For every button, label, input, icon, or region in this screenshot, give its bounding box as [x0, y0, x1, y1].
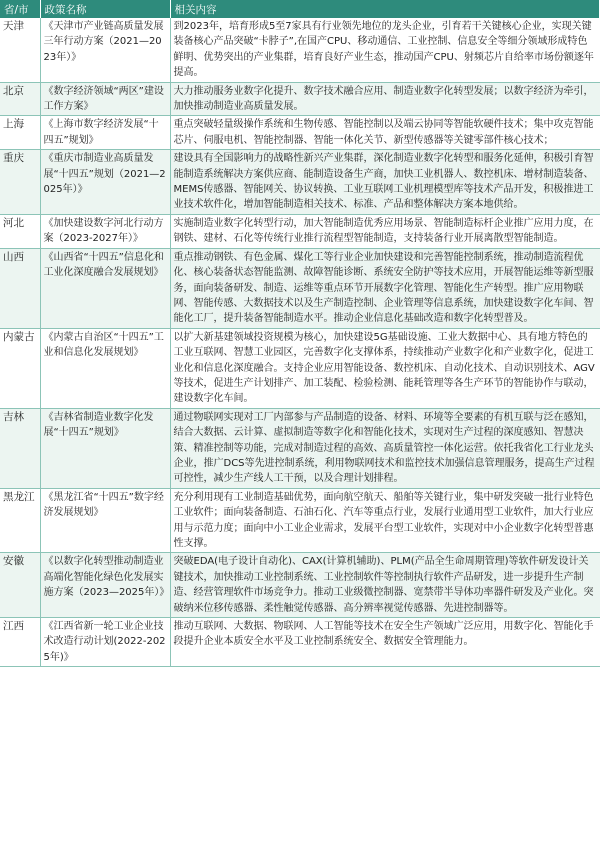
policy-cell: 《山西省“十四五”信息化和工业化深度融合发展规划》 [40, 248, 170, 328]
content-cell: 推动互联网、大数据、物联网、人工智能等技术在安全生产领域广泛应用，用数字化、智能化手段提升企业本质安全水平及工业控制系统安全、数据安全管理能力。 [170, 618, 600, 667]
province-cell: 江西 [0, 618, 40, 667]
policy-cell: 《天津市产业链高质量发展三年行动方案（2021—2023年）》 [40, 18, 170, 82]
policy-cell: 《吉林省制造业数字化发展“十四五”规划》 [40, 408, 170, 488]
province-cell: 黑龙江 [0, 488, 40, 553]
policy-cell: 《以数字化转型推动制造业高端化智能化绿色化发展实施方案（2023—2025年）》 [40, 553, 170, 618]
policy-cell: 《重庆市制造业高质量发展“十四五”规划（2021—2025年）》 [40, 150, 170, 215]
content-cell: 突破EDA(电子设计自动化)、CAX(计算机辅助)、PLM(产品全生命周期管理)等软件研发设计关键技术，加快推动工业控制系统、工业控制软件等控制执行软件产品研发，进一步提升生产制造、经营管理软件市场竞争力。推动工业级微控制器、宽禁带半导体功率器件研发及产业化。突破纳米位移传感器、柔性触觉传感器、高分辨率视觉传感器、先进控制器等。 [170, 553, 600, 618]
table-row [0, 248, 600, 328]
province-cell: 内蒙古 [0, 328, 40, 408]
province-cell: 山西 [0, 248, 40, 328]
province-cell: 天津 [0, 18, 40, 82]
province-cell: 北京 [0, 82, 40, 116]
table-row [0, 18, 600, 82]
table-row [0, 116, 600, 150]
policy-cell: 《黑龙江省“十四五”数字经济发展规划》 [40, 488, 170, 553]
table-row [0, 488, 600, 553]
table-header-row [0, 0, 600, 18]
table-row [0, 82, 600, 116]
table-row [0, 553, 600, 618]
header-policy: 政策名称 [40, 0, 170, 18]
policy-cell: 《江西省新一轮工业企业技术改造行动计划(2022-2025年)》 [40, 618, 170, 667]
table-row [0, 408, 600, 488]
province-cell: 安徽 [0, 553, 40, 618]
content-cell: 通过物联网实现对工厂内部参与产品制造的设备、材料、环境等全要素的有机互联与泛在感知，结合大数据、云计算、虚拟制造等数字化和智能化技术，实现对生产过程的深度感知、智慧决策、精准控制等功能，完成对制造过程的高效、高质量管控一体化运营。依托我省化工行业龙头企业，推广DCS等先进控制系统，利用物联网技术和监控技术加强信息管理服务，提高生产过程可控性，减少生产线人工干预，以及合理计划排程。 [170, 408, 600, 488]
policy-cell: 《上海市数字经济发展“十四五”规划》 [40, 116, 170, 150]
content-cell: 重点推动钢铁、有色金属、煤化工等行业企业加快建设和完善智能控制系统，推动制造流程优化、核心装备状态智能监测、故障智能诊断、系统安全防护等技术应用，开展智能运维等新型服务，面向装备研发、制造、运维等重点环节开展数字化管理、智能化生产转型。推广应用物联网、智能传感、大数据技术以及生产制造控制、企业管理等信息系统，加快建设数字化车间、智能化工厂，提升装备智能制造水平。推动企业信息化基础改造和数字化转型普及。 [170, 248, 600, 328]
table-row [0, 618, 600, 667]
content-cell: 到2023年，培育形成5至7家具有行业领先地位的龙头企业，引育若干关键核心企业，实现关键装备核心产品突破“卡脖子”,在国产CPU、移动通信、工业控制、信息安全等细分领域形成特色鲜明、优势突出的产业集群，培育良好产业生态，推动国产CPU、射频芯片自给率市场份额逐年提高。 [170, 18, 600, 82]
content-cell: 重点突破轻量级操作系统和生物传感、智能控制以及端云协同等智能软硬件技术；集中攻克智能芯片、伺服电机、智能控制器、智能一体化关节、新型传感器等关键零部件核心技术； [170, 116, 600, 150]
content-cell: 大力推动服务业数字化提升、数字技术融合应用、制造业数字化转型发展；以数字经济为牵引，加快推动制造业高质量发展。 [170, 82, 600, 116]
province-cell: 河北 [0, 214, 40, 248]
policy-cell: 《加快建设数字河北行动方案（2023-2027年）》 [40, 214, 170, 248]
table-row [0, 214, 600, 248]
policy-cell: 《数字经济领域“两区”建设工作方案》 [40, 82, 170, 116]
content-cell: 实施制造业数字化转型行动，加大智能制造优秀应用场景、智能制造标杆企业推广应用力度，在钢铁、建材、石化等传统行业推行流程型智能制造，支持装备行业开展离散型智能制造。 [170, 214, 600, 248]
policy-cell: 《内蒙古自治区“十四五”工业和信息化发展规划》 [40, 328, 170, 408]
province-cell: 重庆 [0, 150, 40, 215]
table-row [0, 150, 600, 215]
table-row [0, 328, 600, 408]
header-content: 相关内容 [170, 0, 600, 18]
header-province: 省/市 [0, 0, 40, 18]
province-cell: 上海 [0, 116, 40, 150]
province-cell: 吉林 [0, 408, 40, 488]
content-cell: 充分利用现有工业制造基础优势，面向航空航天、船舶等关键行业，集中研发突破一批行业特色工业软件；面向装备制造、石油石化、汽车等重点行业，发展行业通用型工业软件，加大行业应用与示范力度；面向中小工业企业需求，发展平台型工业软件，实现对中小企业数字化转型普惠性支撑。 [170, 488, 600, 553]
content-cell: 建设具有全国影响力的战略性新兴产业集群，深化制造业数字化转型和服务化延伸，积极引育智能制造系统解决方案供应商、能制造设备生产商，加快工业机器人、数控机床、增材制造装备、MEMS传感器、智能网关、协议转换、工业互联网工业机理模型库等技术产品开发，积极推进工业技术软件化，增加智能制造相关技术、标准、产品和整体解决方案本地供给。 [170, 150, 600, 215]
content-cell: 以扩大新基建领域投资规模为核心，加快建设5G基础设施、工业大数据中心、具有地方特色的工业互联网、智慧工业园区，完善数字化支撑体系，持续推动产业数字化和产业数字化，促进工业化和信息化深度融合。支持企业应用智能设备、数控机床、自动化技术、自动识别技术、AGV等技术，促进生产计划排产、加工装配、检验检测、能耗管理等各生产环节的智能协作与联动，建设数字化车间。 [170, 328, 600, 408]
